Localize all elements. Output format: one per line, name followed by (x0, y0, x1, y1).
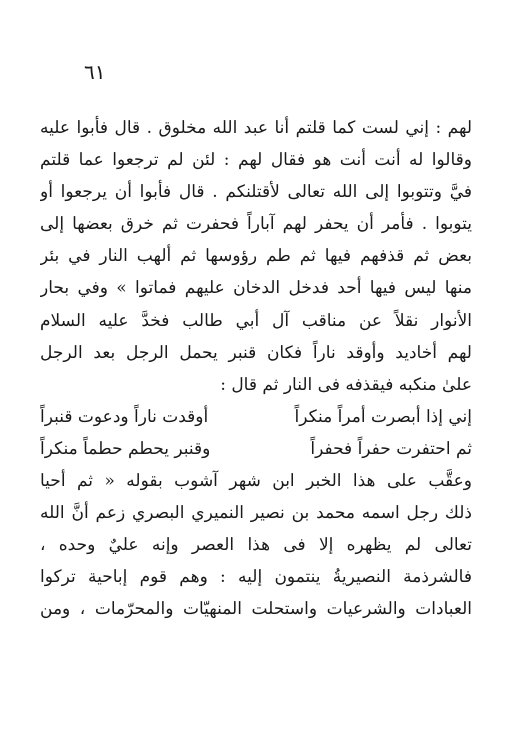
text-line-6: منها ليس فيها أحد فدخل الدخان عليهم فماتوا » وفي بحار (40, 278, 472, 299)
text-line-9: علىٰ منكبه فيقذفه فى النار ثم قال : (220, 374, 472, 395)
body-text (40, 112, 472, 626)
text-line-1: لهم : إني لست كما قلتم أنا عبد الله مخلوق . قال فأبوا عليه (40, 118, 472, 138)
text-line-8: لهم أخاديد وأوقد ناراً فكان قنبر يحمل الرجل بعد الرجل (40, 342, 472, 363)
page-number: ٦١ (84, 60, 106, 84)
text-line-3: فيَّ وتتوبوا إلى الله تعالى لأقتلنكم . قال فأبوا أن يرجعوا أو (40, 182, 472, 203)
text-line-13: فالشرذمة النصيريةُ ينتمون إليه : وهم قوم إباحية تركوا (40, 567, 472, 588)
text-line-10: وعقَّب على هذا الخبر ابن شهر آشوب بقوله « ثم أحيا (40, 471, 472, 492)
poem-verse-1 (40, 401, 472, 433)
text-line-11: ذلك رجل اسمه محمد بن نصير النميري البصري زعم أنَّ الله (40, 503, 472, 524)
text-line-5: بعض ثم قذفهم فيها ثم طم رؤوسها ثم ألهب النار في بئر (40, 246, 472, 267)
verse-1-second-hemistich: أوقدت ناراً ودعوت قنبراً (40, 406, 209, 427)
text-line-4: يتوبوا . فأمر أن يحفر لهم آباراً فحفرت ثم خرق بعضها إلى (40, 214, 472, 235)
verse-1-first-hemistich: إني إذا أبصرت أمراً منكراً (294, 406, 472, 427)
verse-2-first-hemistich: ثم احتفرت حفراً فحفراً (310, 438, 472, 459)
text-line-7: الأنوار نقلاً عن مناقب آل أبي طالب فخدَّ عليه السلام (40, 310, 472, 331)
verse-2-second-hemistich: وقنبر يحطم حطماً منكراً (40, 438, 211, 459)
text-line-2: وقالوا له أنت أنت هو فقال لهم : لئن لم ترجعوا عما قلتم (40, 150, 472, 171)
text-line-14: العبادات والشرعيات واستحلت المنهيّات والمحرّمات ، ومن (40, 599, 472, 620)
poem-verse-2 (40, 433, 472, 465)
text-line-12: تعالى لم يظهره إلا فى هذا العصر وإنه عليٌ وحده ، (40, 535, 472, 556)
